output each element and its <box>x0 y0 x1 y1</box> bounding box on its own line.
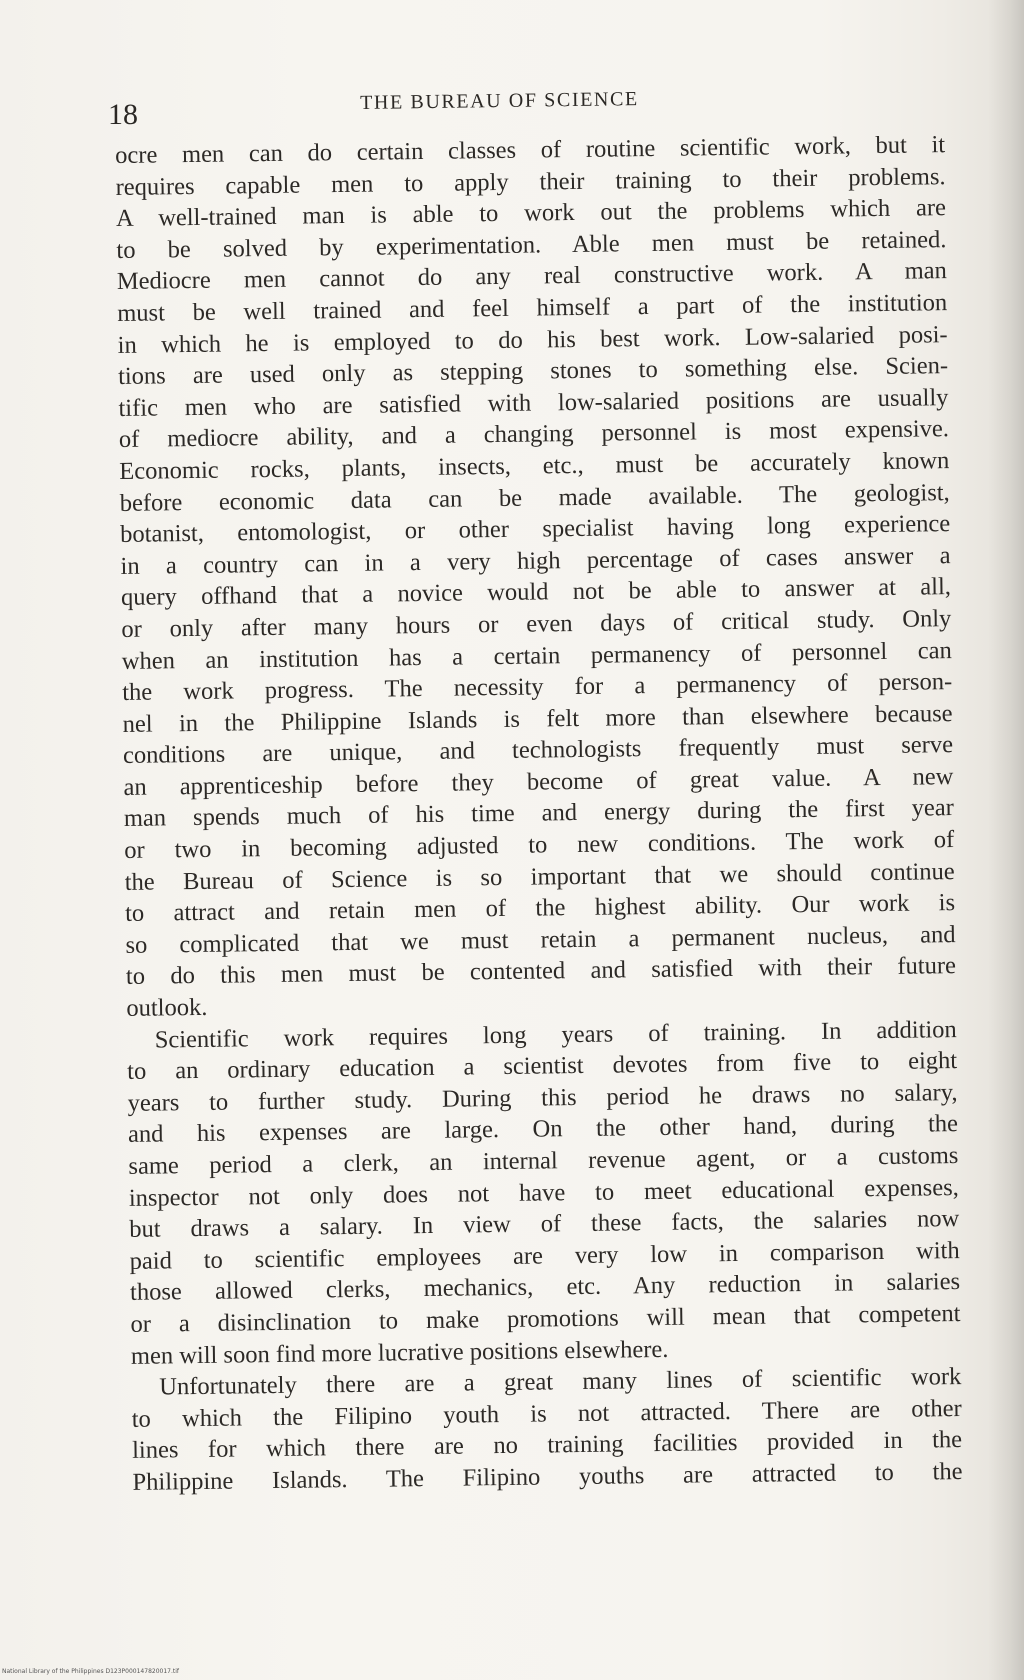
text-line: to attract and retain men of the highest ability. Our work is <box>124 889 956 928</box>
text-line: Mediocre men cannot do any real constructive work. A man <box>116 257 947 296</box>
text-line: must be well trained and feel himself a part of the institution <box>117 289 948 327</box>
body-text <box>115 129 963 1498</box>
text-line: outlook. <box>126 993 208 1022</box>
text-line: and his expenses are large. On the other hand, during the <box>127 1110 959 1149</box>
text-line: the work progress. The necessity for a permanency of person- <box>122 668 953 707</box>
text-line: Unfortunately there are a great many lines of scientific work <box>159 1363 962 1401</box>
scan-credit-footer: National Library of the Philippines D123P000147820017.tif <box>2 1668 180 1675</box>
text-line: to an ordinary education a scientist devotes from five to eight <box>127 1047 958 1086</box>
text-line: or a disinclination to make promotions will mean that competent <box>130 1300 961 1338</box>
text-line: of mediocre ability, and a changing personnel is most expensive. <box>118 415 950 454</box>
text-line: Scientific work requires long years of training. In addition <box>154 1015 957 1054</box>
text-line: to which the Filipino youth is not attracted. There are other <box>131 1394 962 1433</box>
text-line: or two in becoming adjusted to new conditions. The work of <box>124 826 955 865</box>
text-line: before economic data can be made available. The geologist, <box>119 478 950 517</box>
text-line: Economic rocks, plants, insects, etc., must be accurately known <box>119 447 950 485</box>
text-line: to do this men must be contented and satisfied with their future <box>125 952 957 991</box>
text-line: those allowed clerks, mechanics, etc. Any reduction in salaries <box>129 1268 961 1307</box>
text-line: lines for which there are no training facilities provided in the <box>131 1426 963 1465</box>
text-line: but draws a salary. In view of these facts, the salaries now <box>129 1205 960 1244</box>
text-line: in a country can in a very high percentage of cases answer a <box>120 541 951 580</box>
text-line: paid to scientific employees are very low in comparison with <box>129 1236 960 1275</box>
text-line: nel in the Philippine Islands is felt more than elsewhere because <box>122 699 953 738</box>
text-line: same period a clerk, an internal revenue agent, or a customs <box>128 1142 959 1180</box>
text-line: conditions are unique, and technologists frequently must serve <box>122 731 954 770</box>
text-line: tific men who are satisfied with low-salaried positions are usually <box>118 383 949 422</box>
text-line: inspector not only does not have to meet educational expenses, <box>128 1173 959 1212</box>
running-title: THE BUREAU OF SCIENCE <box>360 88 639 114</box>
text-line: the Bureau of Science is so important that we should continue <box>124 857 955 896</box>
text-line: when an institution has a certain permanency of personnel can <box>121 636 952 675</box>
page-number: 18 <box>108 98 138 131</box>
text-line: requires capable men to apply their training to their problems. <box>115 162 946 201</box>
text-line: query offhand that a novice would not be able to answer at all, <box>120 573 952 612</box>
text-line: to be solved by experimentation. Able men must be retained. <box>116 225 947 264</box>
text-line: Philippine Islands. The Filipino youths are attracted to the <box>132 1457 963 1496</box>
text-line: so complicated that we must retain a permanent nucleus, and <box>125 920 956 959</box>
text-line: an apprenticeship before they become of great value. A new <box>123 762 954 801</box>
text-line: men will soon find more lucrative positions elsewhere. <box>130 1335 669 1370</box>
text-line: ocre men can do certain classes of routine scientific work, but it <box>115 131 946 169</box>
text-line: tions are used only as stepping stones to something else. Scien- <box>117 352 949 391</box>
text-line: man spends much of his time and energy during the first year <box>123 794 954 833</box>
page-edge-shadow <box>988 0 1024 1680</box>
text-line: years to further study. During this period he draws no salary, <box>127 1078 958 1117</box>
text-line: A well-trained man is able to work out the problems which are <box>115 194 947 233</box>
text-line: or only after many hours or even days of critical study. Only <box>121 605 952 643</box>
text-line: in which he is employed to do his best work. Low-salaried posi- <box>117 320 948 359</box>
text-line: botanist, entomologist, or other specialist having long experience <box>119 510 951 549</box>
